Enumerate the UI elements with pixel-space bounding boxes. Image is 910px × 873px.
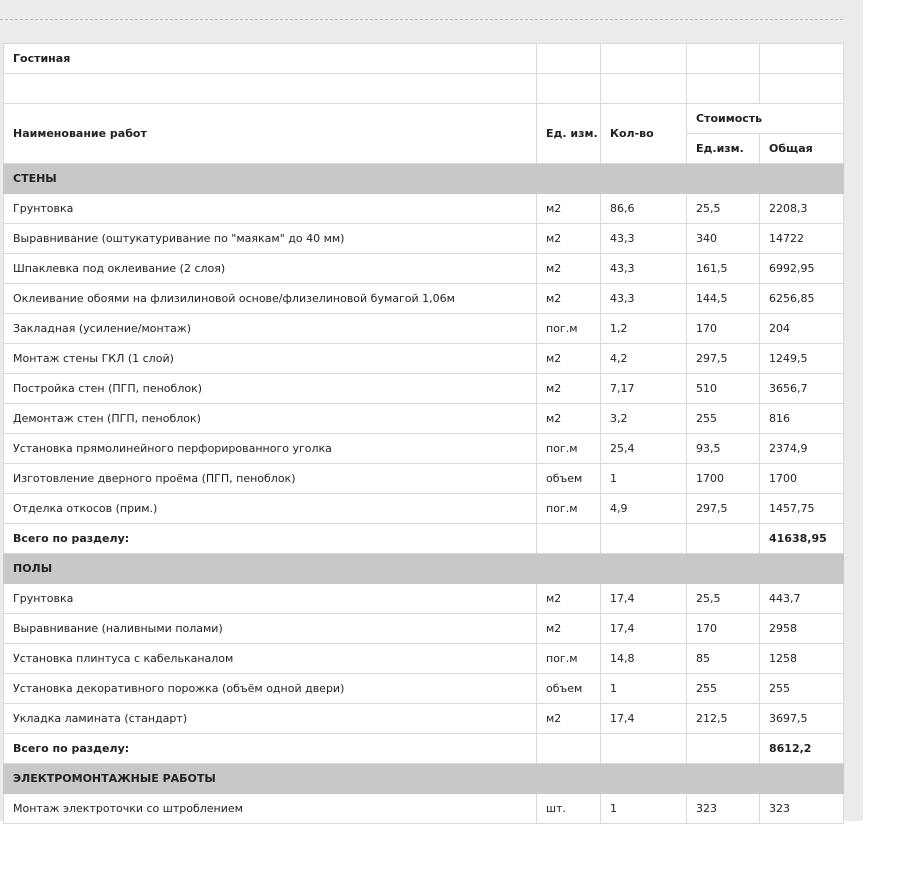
- subtotal-value: 41638,95: [760, 524, 844, 554]
- unit-cell: объем: [537, 674, 601, 704]
- work-name: Выравнивание (оштукатуривание по "маякам" до 40 мм): [4, 224, 537, 254]
- table-row: [4, 404, 844, 434]
- work-name: Оклеивание обоями на флизилиновой основе/флизелиновой бумагой 1,06м: [4, 284, 537, 314]
- table-row: [4, 374, 844, 404]
- empty-cell: [537, 734, 601, 764]
- empty-cell: [760, 44, 844, 74]
- total-cell: 3656,7: [760, 374, 844, 404]
- estimate-table-body: [4, 44, 844, 824]
- table-row: [4, 194, 844, 224]
- total-cell: 2958: [760, 614, 844, 644]
- table-row: [4, 284, 844, 314]
- subtotal-row: [4, 734, 844, 764]
- unit-cell: м2: [537, 284, 601, 314]
- table-row: [4, 314, 844, 344]
- empty-cell: [687, 44, 760, 74]
- table-row: [4, 674, 844, 704]
- unit-cell: м2: [537, 374, 601, 404]
- price-cell: 25,5: [687, 194, 760, 224]
- empty-cell: [537, 44, 601, 74]
- unit-cell: объем: [537, 464, 601, 494]
- header-name: Наименование работ: [4, 104, 537, 164]
- total-cell: 1457,75: [760, 494, 844, 524]
- header-unit: Ед. изм.: [537, 104, 601, 164]
- price-cell: 297,5: [687, 344, 760, 374]
- room-title: Гостиная: [4, 44, 537, 74]
- total-cell: 255: [760, 674, 844, 704]
- unit-cell: м2: [537, 194, 601, 224]
- work-name: Грунтовка: [4, 584, 537, 614]
- work-name: Установка декоративного порожка (объём одной двери): [4, 674, 537, 704]
- empty-cell: [601, 734, 687, 764]
- total-cell: 1700: [760, 464, 844, 494]
- empty-cell: [687, 734, 760, 764]
- price-cell: 1700: [687, 464, 760, 494]
- price-cell: 212,5: [687, 704, 760, 734]
- unit-cell: м2: [537, 584, 601, 614]
- qty-cell: 86,6: [601, 194, 687, 224]
- work-name: Укладка ламината (стандарт): [4, 704, 537, 734]
- price-cell: 297,5: [687, 494, 760, 524]
- section-title: ПОЛЫ: [4, 554, 844, 584]
- price-cell: 144,5: [687, 284, 760, 314]
- work-name: Демонтаж стен (ПГП, пеноблок): [4, 404, 537, 434]
- price-cell: 340: [687, 224, 760, 254]
- qty-cell: 14,8: [601, 644, 687, 674]
- qty-cell: 17,4: [601, 704, 687, 734]
- header-row: [4, 104, 844, 134]
- price-cell: 170: [687, 614, 760, 644]
- qty-cell: 25,4: [601, 434, 687, 464]
- estimate-table: [3, 43, 844, 824]
- table-row: [4, 224, 844, 254]
- blank-row: [4, 74, 844, 104]
- empty-cell: [601, 44, 687, 74]
- unit-cell: пог.м: [537, 314, 601, 344]
- unit-cell: м2: [537, 614, 601, 644]
- total-cell: 323: [760, 794, 844, 824]
- empty-cell: [760, 74, 844, 104]
- total-cell: 6256,85: [760, 284, 844, 314]
- work-name: Грунтовка: [4, 194, 537, 224]
- total-cell: 6992,95: [760, 254, 844, 284]
- unit-cell: шт.: [537, 794, 601, 824]
- unit-cell: пог.м: [537, 494, 601, 524]
- unit-cell: м2: [537, 704, 601, 734]
- work-name: Закладная (усиление/монтаж): [4, 314, 537, 344]
- header-qty: Кол-во: [601, 104, 687, 164]
- qty-cell: 43,3: [601, 224, 687, 254]
- work-name: Установка плинтуса с кабельканалом: [4, 644, 537, 674]
- work-name: Установка прямолинейного перфорированного уголка: [4, 434, 537, 464]
- unit-cell: м2: [537, 224, 601, 254]
- section-title: ЭЛЕКТРОМОНТАЖНЫЕ РАБОТЫ: [4, 764, 844, 794]
- empty-cell: [601, 524, 687, 554]
- subtotal-value: 8612,2: [760, 734, 844, 764]
- total-cell: 204: [760, 314, 844, 344]
- work-name: Монтаж стены ГКЛ (1 слой): [4, 344, 537, 374]
- table-row: [4, 344, 844, 374]
- qty-cell: 1: [601, 794, 687, 824]
- work-name: Постройка стен (ПГП, пеноблок): [4, 374, 537, 404]
- qty-cell: 43,3: [601, 284, 687, 314]
- dashed-divider: [0, 19, 843, 20]
- unit-cell: пог.м: [537, 644, 601, 674]
- price-cell: 170: [687, 314, 760, 344]
- empty-cell: [4, 74, 537, 104]
- unit-cell: м2: [537, 344, 601, 374]
- price-cell: 510: [687, 374, 760, 404]
- total-cell: 2374,9: [760, 434, 844, 464]
- qty-cell: 1: [601, 674, 687, 704]
- price-cell: 323: [687, 794, 760, 824]
- work-name: Отделка откосов (прим.): [4, 494, 537, 524]
- empty-cell: [687, 524, 760, 554]
- qty-cell: 17,4: [601, 614, 687, 644]
- table-row: [4, 434, 844, 464]
- header-cost: Стоимость: [687, 104, 844, 134]
- qty-cell: 3,2: [601, 404, 687, 434]
- section-header-row: [4, 764, 844, 794]
- total-cell: 1249,5: [760, 344, 844, 374]
- qty-cell: 7,17: [601, 374, 687, 404]
- unit-cell: пог.м: [537, 434, 601, 464]
- total-cell: 14722: [760, 224, 844, 254]
- table-row: [4, 704, 844, 734]
- table-row: [4, 584, 844, 614]
- section-header-row: [4, 554, 844, 584]
- table-row: [4, 464, 844, 494]
- subtotal-label: Всего по разделу:: [4, 524, 537, 554]
- header-unit-price: Ед.изм.: [687, 134, 760, 164]
- unit-cell: м2: [537, 254, 601, 284]
- qty-cell: 4,2: [601, 344, 687, 374]
- room-row: [4, 44, 844, 74]
- total-cell: 3697,5: [760, 704, 844, 734]
- qty-cell: 1,2: [601, 314, 687, 344]
- empty-cell: [687, 74, 760, 104]
- empty-cell: [601, 74, 687, 104]
- table-row: [4, 614, 844, 644]
- table-row: [4, 494, 844, 524]
- price-cell: 161,5: [687, 254, 760, 284]
- price-cell: 93,5: [687, 434, 760, 464]
- work-name: Шпаклевка под оклеивание (2 слоя): [4, 254, 537, 284]
- total-cell: 2208,3: [760, 194, 844, 224]
- empty-cell: [537, 74, 601, 104]
- subtotal-row: [4, 524, 844, 554]
- total-cell: 816: [760, 404, 844, 434]
- work-name: Выравнивание (наливными полами): [4, 614, 537, 644]
- qty-cell: 17,4: [601, 584, 687, 614]
- work-name: Изготовление дверного проёма (ПГП, пеноблок): [4, 464, 537, 494]
- empty-cell: [537, 524, 601, 554]
- unit-cell: м2: [537, 404, 601, 434]
- table-row: [4, 794, 844, 824]
- work-name: Монтаж электроточки со штроблением: [4, 794, 537, 824]
- price-cell: 255: [687, 404, 760, 434]
- price-cell: 85: [687, 644, 760, 674]
- table-row: [4, 254, 844, 284]
- subtotal-label: Всего по разделу:: [4, 734, 537, 764]
- qty-cell: 1: [601, 464, 687, 494]
- table-row: [4, 644, 844, 674]
- section-title: СТЕНЫ: [4, 164, 844, 194]
- price-cell: 255: [687, 674, 760, 704]
- price-cell: 25,5: [687, 584, 760, 614]
- section-header-row: [4, 164, 844, 194]
- header-total: Общая: [760, 134, 844, 164]
- qty-cell: 43,3: [601, 254, 687, 284]
- total-cell: 443,7: [760, 584, 844, 614]
- total-cell: 1258: [760, 644, 844, 674]
- qty-cell: 4,9: [601, 494, 687, 524]
